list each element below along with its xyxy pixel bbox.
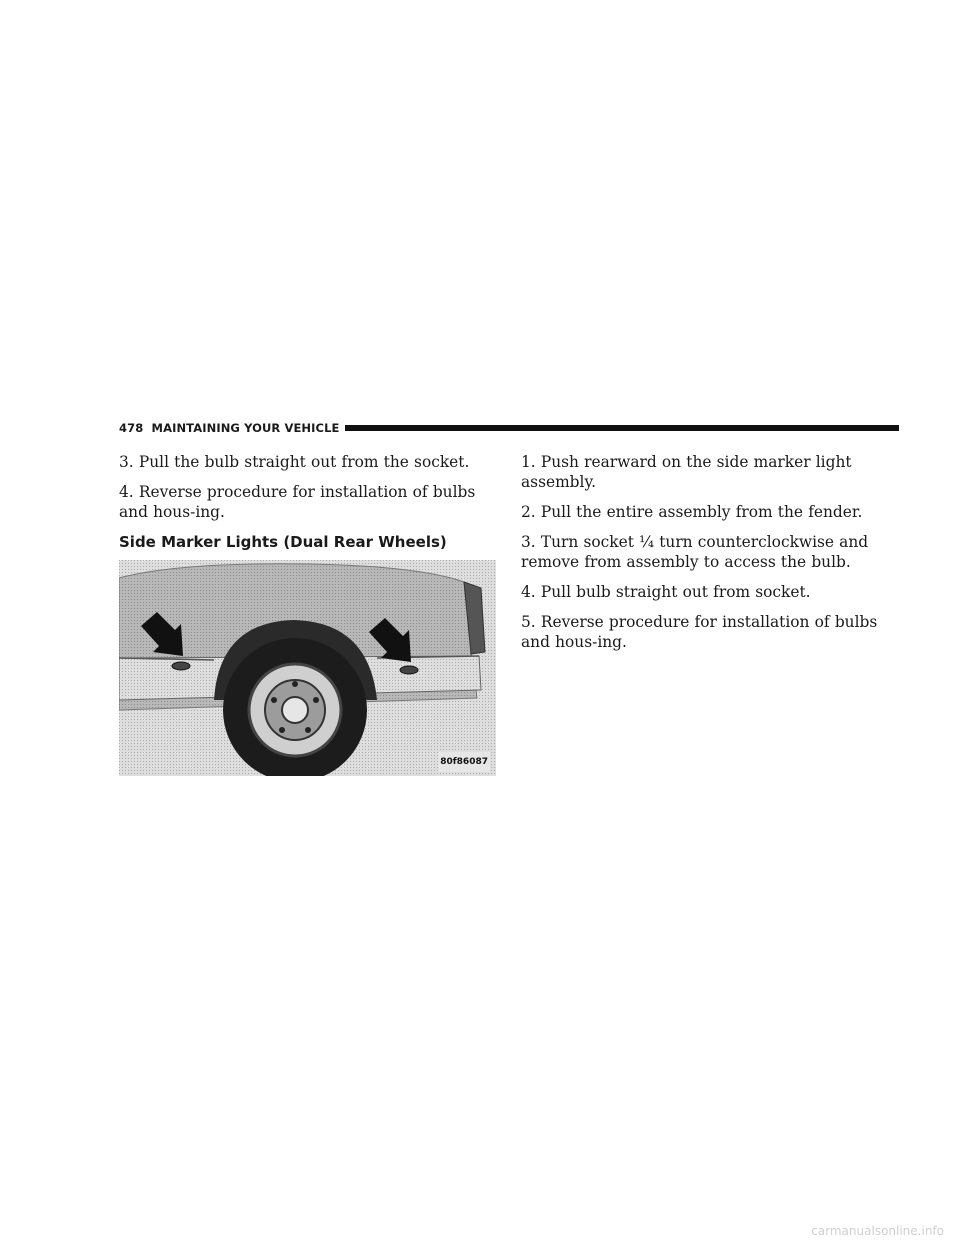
step-item: 2. Pull the entire assembly from the fender. — [521, 503, 863, 521]
section-heading: Side Marker Lights (Dual Rear Wheels) — [119, 533, 447, 551]
truck-figure — [119, 560, 496, 776]
watermark: carmanualsonline.info — [811, 1224, 944, 1238]
truck-illustration — [119, 560, 496, 776]
header-text — [119, 421, 345, 435]
figure-id: 80f86087 — [438, 752, 490, 772]
page-number: 478 — [119, 421, 144, 435]
step-item: 4. Pull bulb straight out from socket. — [521, 583, 811, 601]
step-item: 1. Push rearward on the side marker light assembly. — [521, 453, 852, 491]
section-title: MAINTAINING YOUR VEHICLE — [151, 421, 340, 435]
step-item: 3. Pull the bulb straight out from the socket. — [119, 453, 470, 471]
left-column — [119, 452, 497, 776]
page-header — [119, 420, 899, 438]
step-item: 4. Reverse procedure for installation of bulbs and hous-ing. — [119, 483, 476, 521]
right-column — [521, 452, 902, 662]
step-item: 3. Turn socket ¼ turn counterclockwise and remove from assembly to access the bulb. — [521, 533, 869, 571]
step-item: 5. Reverse procedure for installation of bulbs and hous-ing. — [521, 613, 878, 651]
header-rule — [339, 425, 899, 431]
